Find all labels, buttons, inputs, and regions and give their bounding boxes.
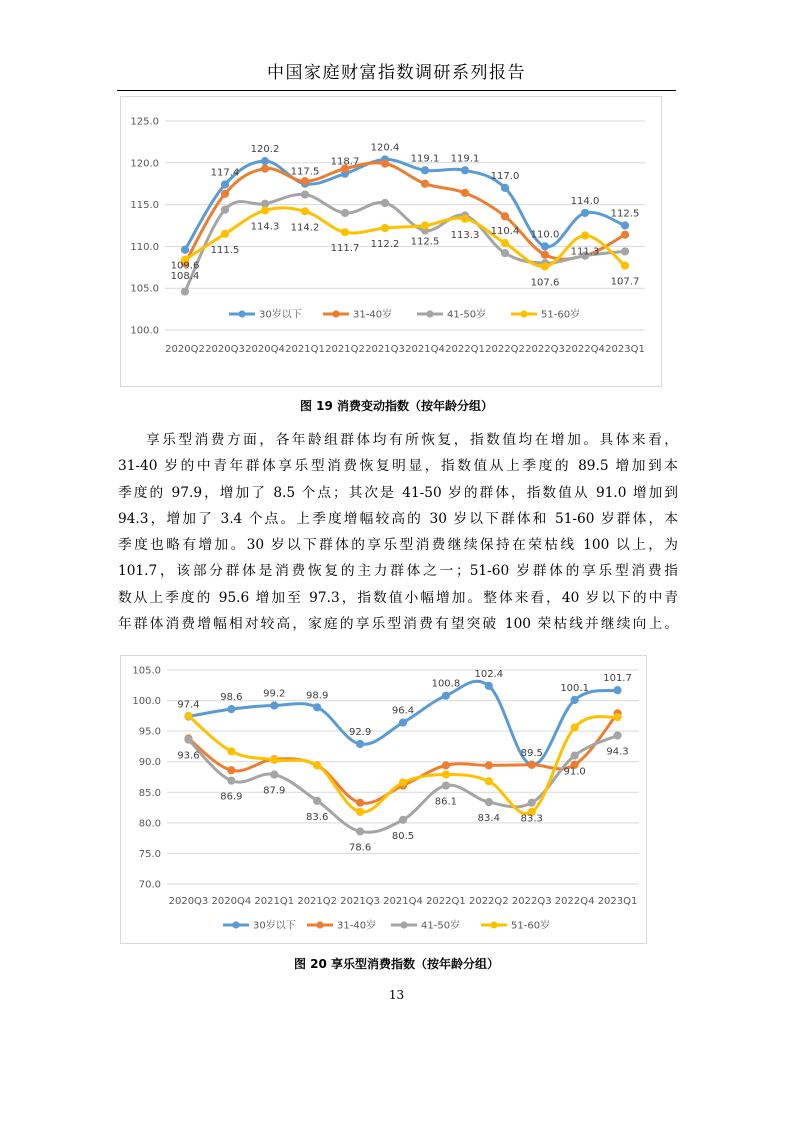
data-point (485, 682, 492, 689)
x-tick-label: 2022Q2 (485, 344, 525, 355)
legend-label: 51-60岁 (541, 309, 581, 321)
data-point (221, 206, 228, 213)
x-tick-label: 2022Q4 (565, 344, 605, 355)
x-tick-label: 2022Q3 (511, 896, 552, 907)
data-point (221, 190, 228, 197)
data-point (356, 799, 363, 806)
data-point (341, 229, 348, 236)
data-label: 120.2 (250, 144, 280, 156)
data-point (461, 167, 468, 174)
data-point (571, 752, 578, 759)
y-tick-label: 115.0 (130, 200, 159, 212)
data-label: 119.1 (450, 153, 480, 165)
data-point (314, 797, 321, 804)
y-tick-label: 125.0 (130, 116, 159, 128)
data-label: 110.4 (490, 226, 520, 238)
data-point (541, 263, 548, 270)
data-label: 93.6 (177, 750, 200, 762)
data-label: 92.9 (348, 726, 372, 738)
data-label: 107.7 (610, 276, 640, 288)
x-tick-label: 2020Q2 (165, 344, 205, 355)
body-line: 数从上季度的 95.6 增加至 97.3，指数值小幅增加。整体来看，40 岁以下的中青 (118, 589, 678, 606)
data-point (621, 248, 628, 255)
data-point (181, 288, 188, 295)
legend-label: 51-60岁 (511, 920, 551, 932)
data-label: 118.7 (330, 156, 360, 168)
data-point (485, 778, 492, 785)
y-tick-label: 105.0 (130, 283, 159, 295)
data-point (571, 696, 578, 703)
body-line: 年群体消费增幅相对较高，家庭的享乐型消费有望突破 100 荣枯线并继续向上。 (118, 616, 678, 633)
legend-label: 31-40岁 (337, 920, 377, 932)
data-point (442, 771, 449, 778)
data-point (228, 706, 235, 713)
chart-svg (121, 656, 646, 943)
data-point (581, 232, 588, 239)
data-label: 98.6 (220, 692, 243, 704)
data-label: 113.3 (450, 229, 480, 241)
data-point (528, 799, 535, 806)
data-point (221, 230, 228, 237)
x-tick-label: 2021Q2 (325, 344, 365, 355)
y-tick-label: 80.0 (138, 818, 161, 830)
data-label: 111.7 (330, 243, 360, 255)
y-tick-label: 85.0 (138, 787, 161, 799)
data-label: 83.4 (477, 813, 500, 825)
data-point (621, 262, 628, 269)
data-label: 97.4 (177, 699, 200, 711)
consumption-change-index-chart (120, 96, 662, 387)
data-point (228, 777, 235, 784)
x-tick-label: 2021Q3 (340, 896, 380, 907)
legend-swatch-marker (490, 921, 497, 928)
legend-label: 30岁以下 (259, 309, 302, 321)
x-tick-label: 2023Q1 (605, 344, 645, 355)
x-tick-label: 2022Q1 (445, 344, 485, 355)
x-tick-label: 2021Q1 (254, 896, 295, 907)
hedonic-consumption-index-chart (120, 655, 647, 944)
data-label: 102.4 (474, 668, 504, 680)
data-label: 83.6 (306, 811, 329, 823)
x-tick-label: 2021Q2 (297, 896, 338, 907)
data-point (501, 239, 508, 246)
data-label: 96.4 (391, 705, 415, 717)
legend-label: 41-50岁 (447, 309, 487, 321)
data-point (301, 208, 308, 215)
data-label: 114.2 (290, 222, 320, 234)
legend-label: 31-40岁 (353, 309, 393, 321)
data-label: 111.3 (570, 246, 600, 258)
data-point (501, 249, 508, 256)
data-label: 117.4 (210, 167, 240, 179)
y-tick-label: 70.0 (138, 879, 161, 891)
header-rule (117, 90, 676, 91)
data-label: 114.3 (250, 221, 280, 233)
body-line: 享乐型消费方面，各年龄组群体均有所恢复，指数值均在增加。具体来看， (146, 432, 678, 448)
data-point (185, 736, 192, 743)
legend-swatch-marker (232, 921, 239, 928)
body-line: 季度也略有增加。30 岁以下群体的享乐型消费继续保持在荣枯线 100 以上，为 (118, 537, 678, 554)
data-point (301, 191, 308, 198)
y-tick-label: 100.0 (132, 696, 161, 708)
data-point (581, 209, 588, 216)
data-label: 83.3 (520, 813, 543, 825)
data-point (461, 189, 468, 196)
data-label: 100.8 (431, 678, 461, 690)
data-label: 86.9 (220, 791, 243, 803)
data-point (501, 213, 508, 220)
x-tick-label: 2020Q4 (211, 896, 252, 907)
body-line: 季度的 97.9，增加了 8.5 个点；其次是 41-50 岁的群体，指数值从 91.0 增加到 (118, 484, 678, 501)
data-point (314, 762, 321, 769)
data-point (381, 160, 388, 167)
data-point (421, 222, 428, 229)
y-tick-label: 95.0 (138, 726, 161, 738)
data-point (621, 222, 628, 229)
legend-swatch-marker (238, 310, 245, 317)
data-label: 101.7 (603, 673, 632, 685)
y-tick-label: 110.0 (130, 241, 159, 253)
data-point (485, 762, 492, 769)
x-tick-label: 2021Q4 (405, 344, 445, 355)
body-line: 31-40 岁的中青年群体享乐型消费恢复明显，指数值从上季度的 89.5 增加到本 (118, 458, 678, 475)
data-label: 86.1 (434, 796, 458, 808)
legend-swatch-marker (520, 310, 527, 317)
data-point (614, 687, 621, 694)
data-label: 117.5 (290, 166, 320, 178)
data-label: 111.5 (210, 244, 240, 256)
data-point (501, 184, 508, 191)
data-point (261, 165, 268, 172)
x-tick-label: 2022Q2 (468, 896, 509, 907)
x-tick-label: 2021Q3 (365, 344, 405, 355)
data-point (356, 808, 363, 815)
data-label: 94.3 (606, 746, 629, 758)
data-point (271, 756, 278, 763)
body-paragraph (118, 427, 678, 637)
figure-20-caption: 图 20 享乐型消费指数（按年龄分组） (293, 957, 500, 971)
body-line: 94.3，增加了 3.4 个点。上季度增幅较高的 30 岁以下群体和 51-60 岁群体，本 (118, 510, 678, 527)
data-label: 120.4 (370, 142, 400, 154)
data-label: 117.0 (490, 170, 520, 182)
data-label: 112.5 (610, 208, 640, 220)
legend-label: 41-50岁 (421, 920, 461, 932)
data-point (185, 712, 192, 719)
legend-swatch-marker (332, 310, 339, 317)
x-tick-label: 2021Q4 (383, 896, 423, 907)
data-label: 109.6 (170, 260, 200, 272)
x-tick-label: 2020Q3 (168, 896, 209, 907)
data-label: 78.6 (348, 842, 372, 854)
data-label: 112.5 (410, 236, 440, 248)
x-tick-label: 2020Q4 (245, 344, 285, 355)
data-label: 99.2 (263, 688, 286, 700)
legend-label: 30岁以下 (253, 920, 296, 932)
data-label: 107.6 (530, 277, 560, 289)
data-label: 114.0 (570, 195, 600, 207)
y-tick-label: 90.0 (138, 757, 161, 769)
data-label: 80.5 (391, 830, 415, 842)
x-tick-label: 2022Q1 (426, 896, 466, 907)
data-point (381, 224, 388, 231)
data-point (528, 761, 535, 768)
data-point (442, 762, 449, 769)
data-point (541, 243, 548, 250)
data-point (314, 704, 321, 711)
figure-19-caption: 图 19 消费变动指数（按年龄分组） (299, 399, 494, 413)
page-number: 13 (388, 988, 405, 1002)
data-point (271, 702, 278, 709)
data-point (181, 246, 188, 253)
data-point (341, 209, 348, 216)
data-point (614, 713, 621, 720)
x-tick-label: 2023Q1 (597, 896, 638, 907)
data-point (541, 251, 548, 258)
data-point (421, 180, 428, 187)
y-tick-label: 100.0 (130, 325, 159, 337)
data-point (301, 178, 308, 185)
series-line (188, 716, 617, 814)
y-tick-label: 75.0 (138, 848, 161, 860)
data-point (261, 158, 268, 165)
data-label: 112.2 (370, 239, 400, 251)
y-tick-label: 105.0 (132, 665, 161, 677)
x-tick-label: 2020Q3 (205, 344, 245, 355)
data-point (399, 719, 406, 726)
data-point (571, 724, 578, 731)
data-point (421, 167, 428, 174)
chart-svg (121, 97, 661, 386)
x-tick-label: 2022Q4 (554, 896, 595, 907)
data-label: 89.5 (520, 747, 543, 759)
data-label: 87.9 (263, 785, 286, 797)
data-point (261, 207, 268, 214)
data-point (461, 215, 468, 222)
report-series-title: 中国家庭财富指数调研系列报告 (267, 63, 526, 83)
data-point (356, 740, 363, 747)
data-point (221, 181, 228, 188)
data-point (442, 692, 449, 699)
body-line: 101.7，该部分群体是消费恢复的主力群体之一；51-60 岁群体的享乐型消费指 (118, 563, 678, 580)
data-point (399, 816, 406, 823)
data-point (485, 798, 492, 805)
data-point (271, 771, 278, 778)
x-tick-label: 2021Q1 (285, 344, 325, 355)
series-line (185, 163, 625, 263)
data-point (228, 748, 235, 755)
y-tick-label: 120.0 (130, 158, 159, 170)
x-tick-label: 2022Q3 (525, 344, 565, 355)
data-point (614, 732, 621, 739)
data-point (261, 200, 268, 207)
data-point (399, 779, 406, 786)
data-label: 110.0 (530, 229, 560, 241)
data-label: 108.4 (170, 270, 200, 282)
legend-swatch-marker (426, 310, 433, 317)
data-label: 119.1 (410, 153, 440, 165)
data-label: 98.9 (306, 690, 329, 702)
legend-swatch-marker (400, 921, 407, 928)
data-label: 100.1 (560, 682, 589, 694)
legend-swatch-marker (316, 921, 323, 928)
data-point (228, 767, 235, 774)
data-point (621, 231, 628, 238)
data-point (442, 782, 449, 789)
data-label: 91.0 (563, 766, 586, 778)
data-point (356, 828, 363, 835)
data-point (381, 199, 388, 206)
